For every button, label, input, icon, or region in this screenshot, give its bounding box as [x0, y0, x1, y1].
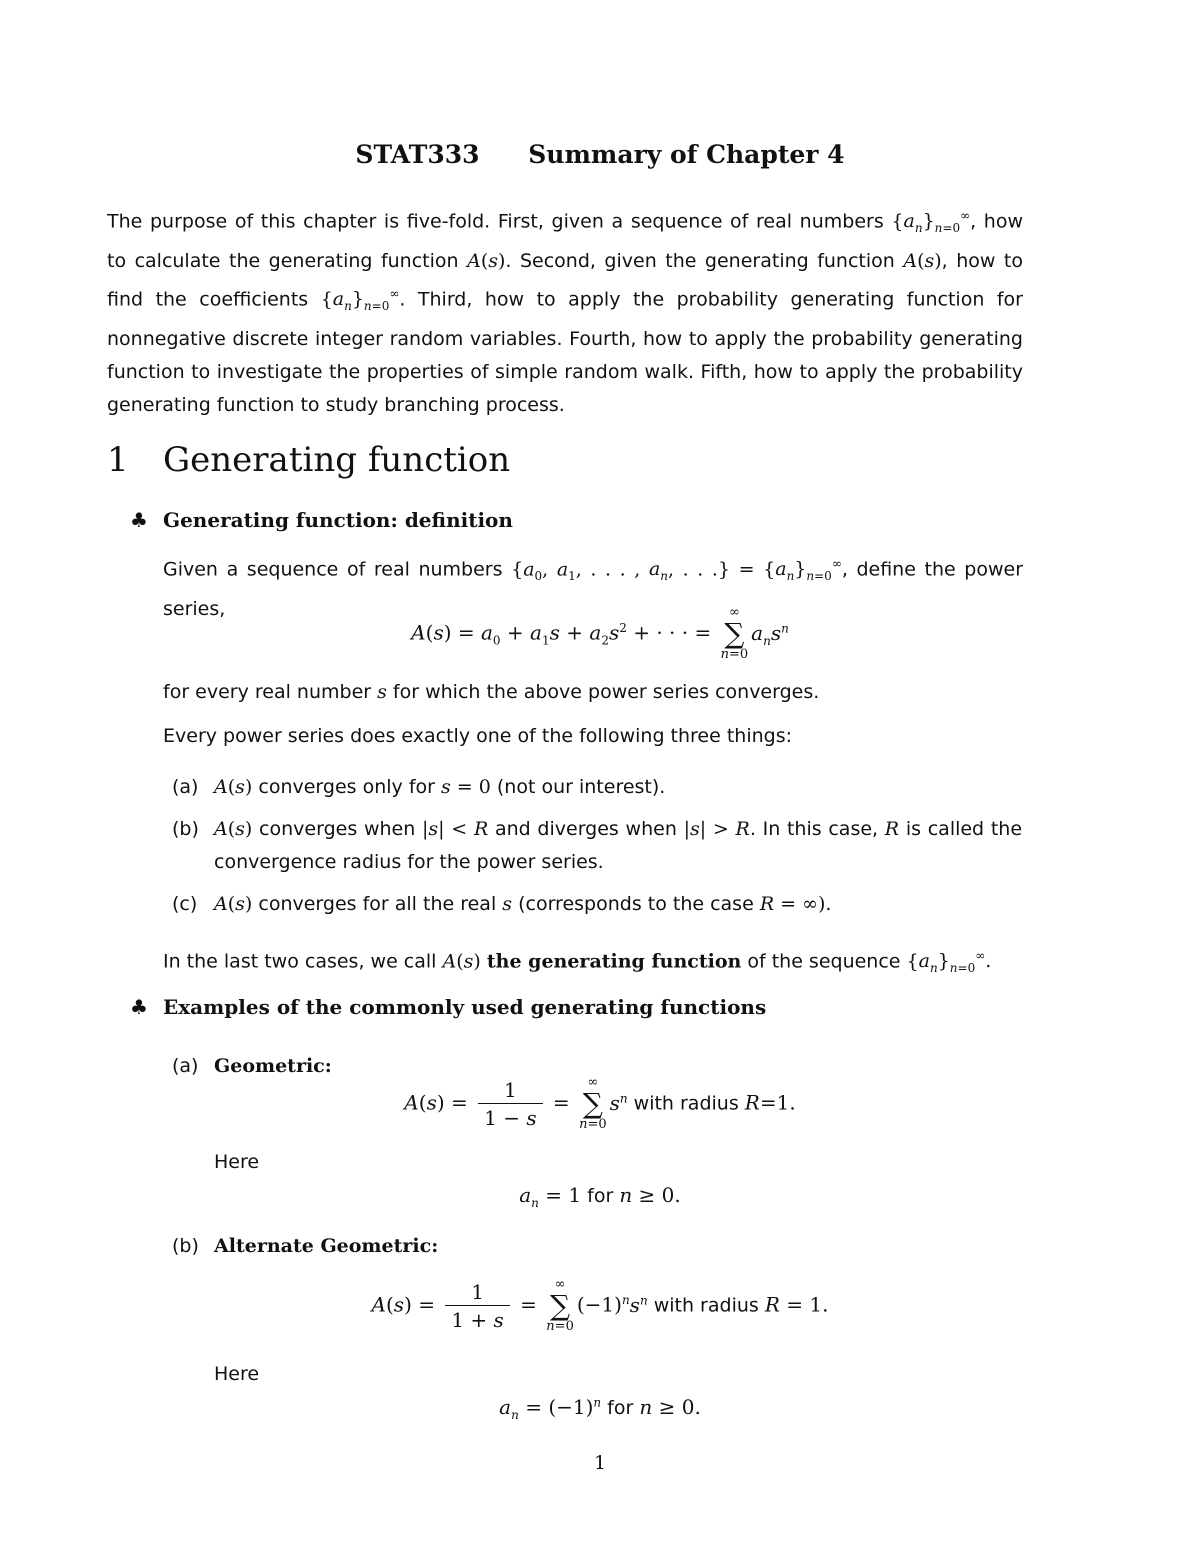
item-label: (b)	[172, 818, 199, 840]
text: with radius	[627, 1092, 745, 1115]
text: In the last two cases, we call	[163, 950, 443, 973]
section-title: Generating function	[163, 440, 511, 480]
item-label: (a)	[172, 1055, 199, 1077]
subheading-text: Examples of the commonly used generating functions	[163, 995, 767, 1019]
text: (not our interest).	[490, 776, 666, 798]
page-title	[0, 140, 1200, 169]
chapter-title: Summary of Chapter 4	[528, 140, 845, 169]
bold-term: the generating function	[486, 950, 742, 973]
text: . In this case,	[749, 818, 885, 840]
text: Given a sequence of real numbers	[163, 558, 512, 581]
text: converges for all the real	[252, 893, 503, 915]
converges-paragraph: for every real number s for which the above power series converges.	[163, 681, 820, 703]
text: and diverges when	[488, 818, 684, 840]
here-label	[214, 1358, 1074, 1391]
subheading-examples	[130, 995, 766, 1019]
intro-text: . Second, given the generating function	[505, 250, 904, 273]
club-bullet-icon: ♣	[130, 995, 148, 1019]
example-alternate-geometric	[172, 1230, 1023, 1263]
alternate-geometric-coefficient: $a_n = (-1)^n$ for n ≥ 0.	[499, 1395, 701, 1422]
last-cases-paragraph: In the last two cases, we call A(s) the generating function of the sequence $\{a_n\}_{n=0}^\infty$.	[163, 949, 992, 976]
text: for every real number	[163, 681, 378, 703]
here-label	[214, 1146, 1074, 1179]
text: for	[601, 1397, 640, 1419]
item-label: (c)	[172, 893, 198, 915]
text: with radius	[647, 1294, 765, 1317]
text: (corresponds to the case	[512, 893, 760, 915]
text: converges when	[252, 818, 422, 840]
list-item: (b) A(s) converges when |s| < R and diverges when |s| > R. In this case, R is called the convergence radius for the power series.	[172, 813, 1023, 879]
intro-text: , how to calculate the generating function	[107, 210, 1023, 273]
intro-text: , how to find the coefficients	[107, 250, 1023, 311]
item-label: (b)	[172, 1235, 199, 1257]
text: is called the convergence radius for the power series.	[214, 818, 1023, 873]
definition-equation: $A(s) = a_0 + a_1s + a_2s^2$ + · · · = ∞ ∑ n=0 $a_ns^n$	[411, 605, 789, 662]
text: , define the power series,	[163, 558, 1023, 621]
text: for	[581, 1185, 620, 1207]
intro-text: . Third, how to apply the probability generating function for nonnegative discrete integer random variables. Fourth, how to apply the probability generating function to investigate the properties of simple random walk. Fifth, how to apply the probability generating function to study branching process.	[107, 288, 1023, 417]
list-item: (c) A(s) converges for all the real s (corresponds to the case R = ∞).	[172, 888, 1023, 921]
intro-text: The purpose of this chapter is five-fold. First, given a sequence of real numbers	[107, 210, 892, 233]
example-title: Geometric:	[214, 1055, 332, 1077]
text: Every power series does exactly one of the following three things:	[163, 725, 793, 747]
club-bullet-icon: ♣	[130, 508, 148, 532]
text: for which the above power series converges.	[386, 681, 820, 703]
course-code: STAT333	[355, 140, 480, 169]
text: of the sequence	[741, 950, 907, 973]
example-title: Alternate Geometric:	[214, 1235, 439, 1257]
definition-paragraph: Given a sequence of real numbers {$a_0$, $a_1$, . . . , $a_n$, . . .} = $\{a_n\}_{n=0}^\infty$, define the power series,	[163, 557, 1023, 621]
text: Here	[214, 1363, 260, 1385]
section-number: 1	[107, 440, 129, 480]
geometric-coefficient: $a_n = 1$ for n ≥ 0.	[519, 1183, 681, 1210]
geometric-equation: A(s) = $\frac{1}{1 - s}$ = ∞ ∑ n=0 $s^n$ with radius R=1.	[404, 1075, 796, 1132]
subheading-definition	[130, 508, 513, 532]
list-item: (a) A(s) converges only for s = 0 (not our interest).	[172, 771, 1023, 804]
alternate-geometric-equation: A(s) = $\frac{1}{1 + s}$ = ∞ ∑ n=0 $(-1)^ns^n$ with radius R = 1.	[371, 1277, 829, 1334]
item-label: (a)	[172, 776, 199, 798]
intro-paragraph: The purpose of this chapter is five-fold. First, given a sequence of real numbers $\{a_n\}_{n=0}^\infty$, how to calculate the generating function A(s). Second, given the generating function A(s), how to find the coefficients $\{a_n\}_{n=0}^\infty$. Third, how to apply the probability generating function for nonnegative discrete integer random variables. Fourth, how to apply the probability generating function to investigate the properties of simple random walk. Fifth, how to apply the probability generating function to study branching process.	[107, 209, 1023, 417]
section-heading	[107, 440, 510, 480]
text: Here	[214, 1151, 260, 1173]
subheading-text: Generating function: definition	[163, 508, 513, 532]
page-number: 1	[593, 1452, 607, 1474]
every-paragraph	[163, 720, 1023, 753]
text: converges only for	[252, 776, 441, 798]
